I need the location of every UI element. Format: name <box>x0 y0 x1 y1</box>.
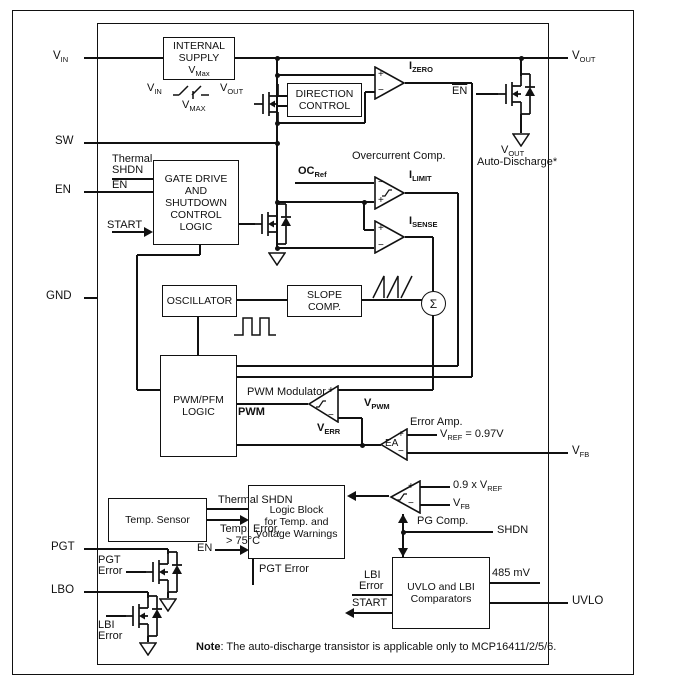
uvlo-lbi-block <box>392 557 490 629</box>
ilimit-label: $I_{LIMIT}$ <box>409 169 432 183</box>
pin-gnd: GND <box>46 290 72 302</box>
block-line: INTERNAL <box>173 40 225 52</box>
thermal-shdn-gd-label: Thermal <box>112 153 153 165</box>
minus-sign: − <box>378 85 384 96</box>
wire <box>137 254 200 256</box>
wire <box>84 191 153 193</box>
wire <box>235 376 472 378</box>
square-wave-icon <box>232 315 278 337</box>
internal-supply-block <box>163 37 235 80</box>
en-bar-label: $\overline{EN}$ <box>452 85 468 97</box>
pgt-fet-icon <box>144 550 184 594</box>
hysteresis-icon <box>315 399 327 409</box>
block-line: Voltage Warnings <box>255 528 338 540</box>
wire <box>420 504 450 506</box>
shdn-label: SHDN <box>497 524 529 536</box>
block-line: Temp. Sensor <box>125 514 190 526</box>
junction-dot <box>275 141 280 146</box>
lbi-error-fet-label2: Error <box>98 630 123 642</box>
wire <box>407 434 437 436</box>
thermal-shdn2-label: Thermal SHDN <box>218 494 293 506</box>
slope-comp-block <box>287 285 362 317</box>
junction-dot <box>401 530 406 535</box>
temp-error-label: Temp. Error, <box>220 523 280 535</box>
block-line: COMP. <box>307 301 342 313</box>
ground-icon <box>139 642 157 656</box>
plus-sign: + <box>408 481 414 492</box>
arrowhead <box>144 227 153 237</box>
ground-icon <box>268 252 286 266</box>
block-line: for Temp. and <box>264 516 329 528</box>
wire <box>432 313 434 390</box>
wire <box>338 389 433 391</box>
wire <box>364 229 374 231</box>
pin-uvlo: UVLO <box>572 595 604 607</box>
wire <box>352 594 392 596</box>
block-line: Comparators <box>410 593 472 605</box>
sawtooth-wave-icon <box>371 271 417 301</box>
lbi-error-box-label: LBI <box>364 569 381 581</box>
wire <box>457 193 459 366</box>
wire <box>137 389 160 391</box>
lbi-error-box-label2: Error <box>359 580 384 592</box>
ground-icon <box>159 598 177 612</box>
oscillator-block <box>162 285 237 317</box>
arrowhead <box>398 548 408 557</box>
junction-dot <box>275 246 280 251</box>
wire <box>197 315 199 355</box>
direction-control-block <box>287 83 362 117</box>
error-amp-label: Error Amp. <box>410 416 463 428</box>
plus-sign: + <box>398 429 404 440</box>
junction-dot <box>362 200 367 205</box>
wire <box>84 591 148 593</box>
block-line: CONTROL <box>170 208 222 221</box>
wire <box>205 519 240 521</box>
ea-label: EA <box>385 438 399 449</box>
start-gd-label: START <box>107 219 143 231</box>
wire <box>84 297 97 299</box>
pwm-label: PWM <box>238 406 265 418</box>
switch-vin-label: $V_{IN}$ <box>147 82 162 96</box>
junction-dot <box>275 73 280 78</box>
pin-vin: $V_{IN}$ <box>53 50 69 64</box>
wire <box>488 602 568 604</box>
pgt-error-line-label: PGT Error <box>259 563 309 575</box>
wire <box>106 615 126 617</box>
wire <box>84 57 163 59</box>
wire <box>277 247 374 249</box>
block-line: LOGIC <box>179 220 213 233</box>
block-line: AND <box>184 184 208 197</box>
en-gd-label: EN <box>112 179 128 191</box>
pin-pgt: PGT <box>51 541 75 553</box>
isense-label: $I_{SENSE}$ <box>409 215 438 229</box>
vfb-pg-label: $V_{FB}$ <box>453 497 470 511</box>
wire <box>407 452 568 454</box>
wire <box>235 365 458 367</box>
vout-autodischarge-label2: Auto-Discharge* <box>477 156 558 168</box>
wire <box>355 495 389 497</box>
nmos-lowside-fet-icon <box>253 202 293 246</box>
pgt-error-fet-label: PGT <box>98 554 121 566</box>
pwm-modulator-label: PWM Modulator <box>247 386 326 398</box>
pin-en: EN <box>55 184 71 196</box>
pin-vfb: $V_{FB}$ <box>572 445 590 459</box>
wire <box>361 418 363 445</box>
hysteresis-icon <box>396 492 408 502</box>
switch-vmax-label: $V_{MAX}$ <box>182 99 206 113</box>
wire <box>233 57 568 59</box>
plus-sign: + <box>378 69 384 80</box>
wire <box>405 236 433 238</box>
lbi-error-fet-label: LBI <box>98 619 115 631</box>
block-line: DIRECTION <box>295 88 354 100</box>
wire <box>520 114 522 133</box>
minus-sign: − <box>378 240 384 251</box>
wire <box>405 82 472 84</box>
arrowhead <box>398 514 408 523</box>
wire <box>420 486 450 488</box>
wire <box>403 531 493 533</box>
en-logic-label: EN <box>197 542 213 554</box>
pwm-pfm-block <box>160 355 237 457</box>
minus-sign: − <box>378 177 384 188</box>
wire <box>277 74 375 76</box>
wire <box>488 582 540 584</box>
wire <box>432 237 434 291</box>
summing-node <box>421 291 446 316</box>
minus-sign: − <box>408 498 414 509</box>
wire <box>136 255 138 390</box>
pmos-direction-fet-icon <box>254 82 294 126</box>
block-line: SUPPLY <box>178 52 220 64</box>
block-line: OSCILLATOR <box>166 295 233 307</box>
wire <box>126 571 146 573</box>
wire <box>364 92 366 123</box>
wire <box>215 549 240 551</box>
izero-label: $I_{ZERO}$ <box>409 60 433 74</box>
wire <box>235 299 287 301</box>
temp-sensor-block <box>108 498 207 542</box>
arrowhead <box>347 491 356 501</box>
block-line: LOGIC <box>182 406 215 418</box>
arrowhead <box>345 608 354 618</box>
vref-label: $V_{REF} = 0.97V$ <box>440 428 504 442</box>
block-line: CONTROL <box>298 100 351 112</box>
overcurrent-label: Overcurrent Comp. <box>352 150 446 162</box>
pin-sw: SW <box>55 135 74 147</box>
gate-drive-block <box>153 160 239 245</box>
block-line: Logic Block <box>269 504 324 516</box>
vmax-switch-icon <box>173 82 217 102</box>
temp-error-label2: > 75°C <box>226 535 261 547</box>
ocref-label: $OC_{Ref}$ <box>298 165 327 179</box>
start-box-label: START <box>352 597 388 609</box>
auto-discharge-fet-icon <box>497 72 537 116</box>
wire <box>471 83 473 377</box>
vpwm-label: $V_{PWM}$ <box>364 397 390 411</box>
wire <box>405 192 458 194</box>
wire <box>235 403 308 405</box>
block-line: $V_{Max}$ <box>188 64 210 78</box>
block-line: GATE DRIVE <box>164 172 228 185</box>
block-line: SHUTDOWN <box>165 196 227 209</box>
verr-label: $V_{ERR}$ <box>317 422 341 436</box>
junction-dot <box>360 443 365 448</box>
pin-lbo: LBO <box>51 584 75 596</box>
pgt-error-fet-label2: Error <box>98 565 123 577</box>
plus-sign: + <box>378 223 384 234</box>
plus-sign: + <box>378 195 384 206</box>
wire <box>353 612 392 614</box>
mv485-label: 485 mV <box>492 567 530 579</box>
junction-dot <box>519 56 524 61</box>
block-line: SLOPE <box>306 289 343 301</box>
thermal-shdn-gd-label2: SHDN <box>112 164 144 176</box>
sigma-label: Σ <box>429 296 438 311</box>
junction-dot <box>275 56 280 61</box>
pin-vout: $V_{OUT}$ <box>572 50 596 64</box>
plus-sign: + <box>328 385 334 396</box>
lbo-fet-icon <box>124 594 164 638</box>
wire <box>112 231 146 233</box>
block-line: UVLO and LBI <box>407 581 475 593</box>
footnote: Note: The auto-discharge transistor is applicable only to MCP16411/2/5/6. <box>196 641 557 653</box>
wire <box>338 417 362 419</box>
hysteresis-icon <box>381 188 393 198</box>
minus-sign: − <box>398 446 404 457</box>
pg-comp-label: PG Comp. <box>417 515 469 527</box>
wire <box>363 202 365 230</box>
wire <box>295 182 374 184</box>
wire <box>476 93 498 95</box>
block-line: PWM/PFM <box>173 394 224 406</box>
wire <box>84 142 277 144</box>
vout-autodischarge-label: $V_{OUT}$ <box>501 144 525 158</box>
minus-sign: − <box>328 410 334 421</box>
wire <box>252 557 254 585</box>
pg-ref-label: 0.9 x $V_{REF}$ <box>453 479 503 493</box>
switch-vout-label: $V_{OUT}$ <box>220 82 244 96</box>
